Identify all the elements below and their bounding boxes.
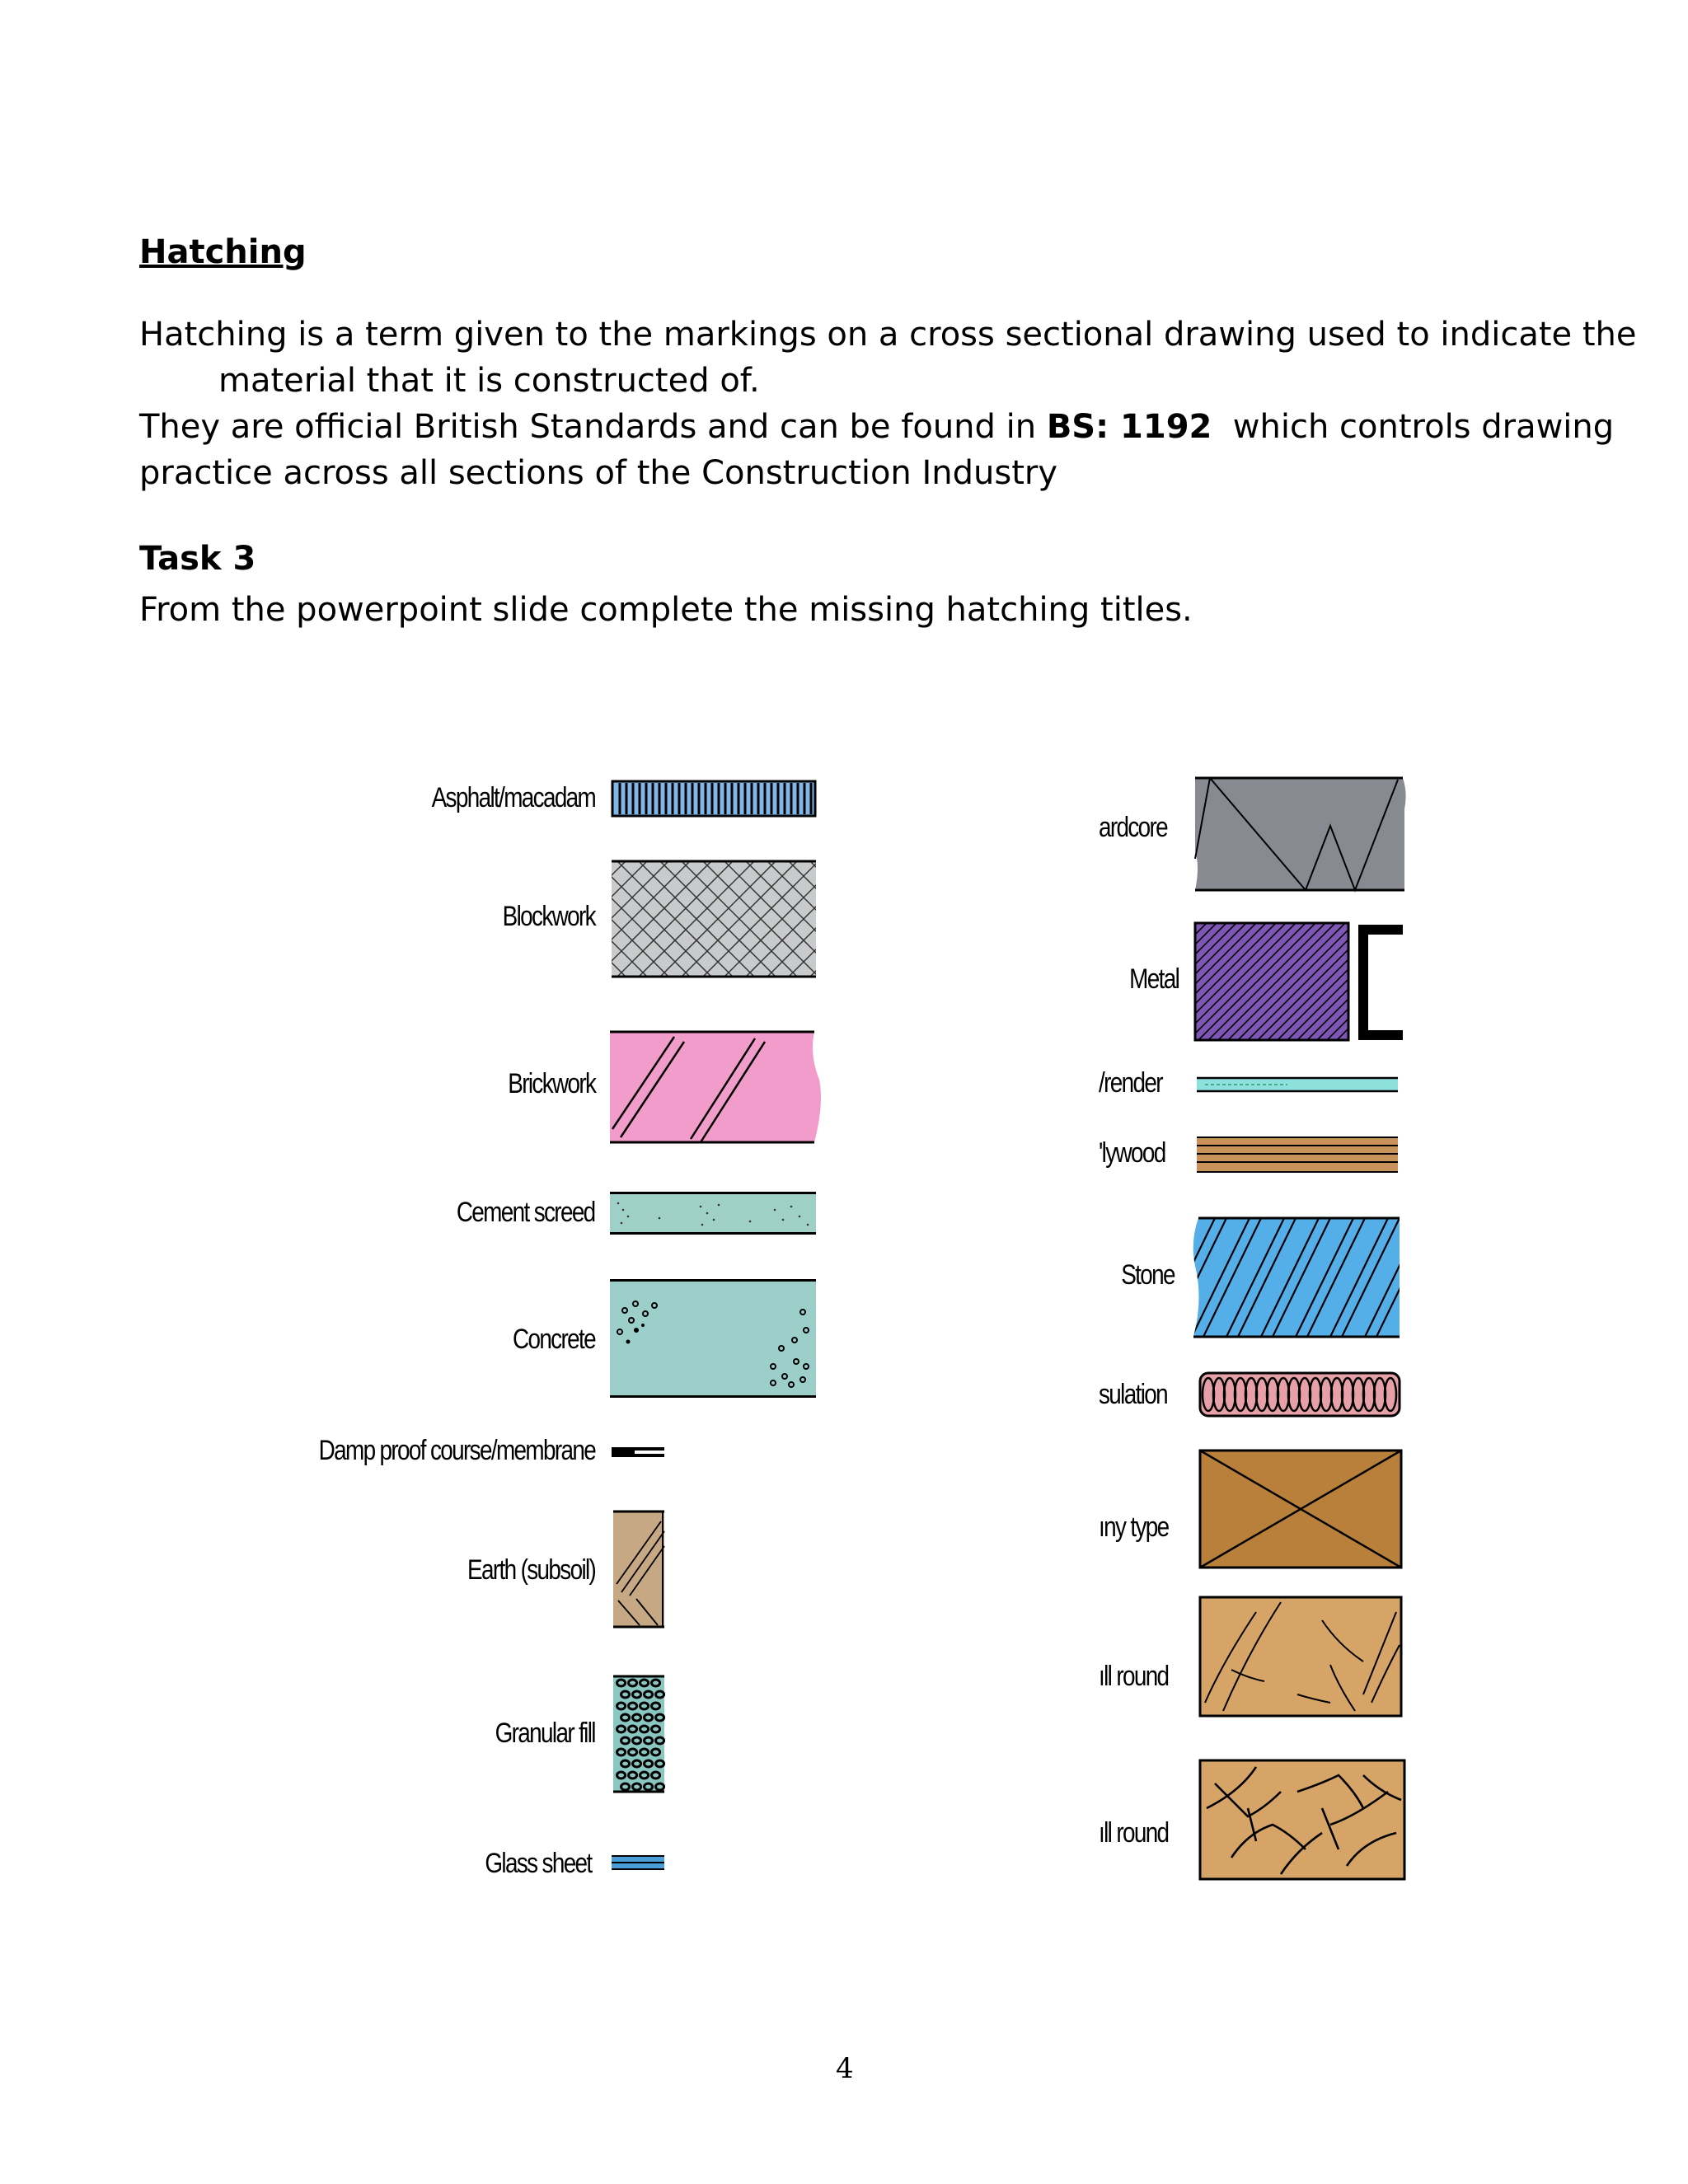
cement-screed-swatch <box>610 1192 818 1238</box>
label-stone: Stone <box>1121 1259 1175 1291</box>
stone-swatch <box>1189 1216 1404 1340</box>
label-render: /render <box>1099 1067 1162 1099</box>
concrete-swatch <box>608 1279 819 1401</box>
brickwork-swatch <box>608 1030 824 1146</box>
label-concrete: Concrete <box>512 1324 595 1355</box>
label-plywood: 'lywood <box>1099 1137 1165 1169</box>
label-metal: Metal <box>1129 963 1179 995</box>
plywood-swatch <box>1197 1136 1401 1175</box>
asphalt-swatch <box>612 780 818 819</box>
task-title: Task 3 <box>139 540 256 578</box>
intro-line-4: practice across all sections of the Construction Industry <box>139 454 1058 492</box>
hardcore-swatch <box>1192 776 1408 893</box>
task-instruction: From the powerpoint slide complete the missing hatching titles. <box>139 591 1193 629</box>
label-insulation: sulation <box>1099 1379 1167 1410</box>
bs-reference: BS: 1192 <box>1046 408 1212 446</box>
intro-line-1: Hatching is a term given to the markings on a cross sectional drawing used to indicate the <box>139 316 1637 354</box>
timber-all-round-2-swatch <box>1198 1759 1409 1884</box>
intro-line-3-post: which controls drawing <box>1212 408 1615 446</box>
label-timber-all-round-2: ıll round <box>1099 1817 1169 1849</box>
insulation-swatch <box>1197 1371 1404 1419</box>
label-granular-fill: Granular fill <box>495 1718 595 1749</box>
label-timber-any-type: ıny type <box>1099 1511 1169 1543</box>
earth-swatch <box>612 1510 668 1630</box>
dpc-swatch <box>612 1444 668 1462</box>
label-brickwork: Brickwork <box>507 1068 595 1099</box>
timber-any-type-swatch <box>1198 1449 1404 1571</box>
glass-sheet-swatch <box>612 1854 668 1872</box>
label-asphalt: Asphalt/macadam <box>431 782 595 813</box>
blockwork-swatch <box>612 860 818 980</box>
label-glass-sheet: Glass sheet <box>485 1848 592 1879</box>
section-heading: Hatching <box>139 233 307 271</box>
timber-all-round-1-swatch <box>1198 1596 1406 1719</box>
intro-line-3 <box>139 404 1614 450</box>
label-damp-proof: Damp proof course/membrane <box>318 1435 595 1466</box>
label-timber-all-round-1: ıll round <box>1099 1661 1169 1692</box>
granular-fill-swatch <box>612 1675 668 1795</box>
label-hardcore: ardcore <box>1099 812 1168 843</box>
metal-swatch <box>1193 921 1404 1045</box>
render-swatch <box>1197 1075 1401 1096</box>
intro-line-2: material that it is constructed of. <box>218 362 760 400</box>
intro-line-3-pre: They are official British Standards and can be found in <box>139 408 1047 446</box>
page-number: 4 <box>836 2052 854 2085</box>
label-cement-screed: Cement screed <box>457 1197 595 1228</box>
label-earth: Earth (subsoil) <box>467 1554 595 1586</box>
label-blockwork: Blockwork <box>502 901 595 932</box>
